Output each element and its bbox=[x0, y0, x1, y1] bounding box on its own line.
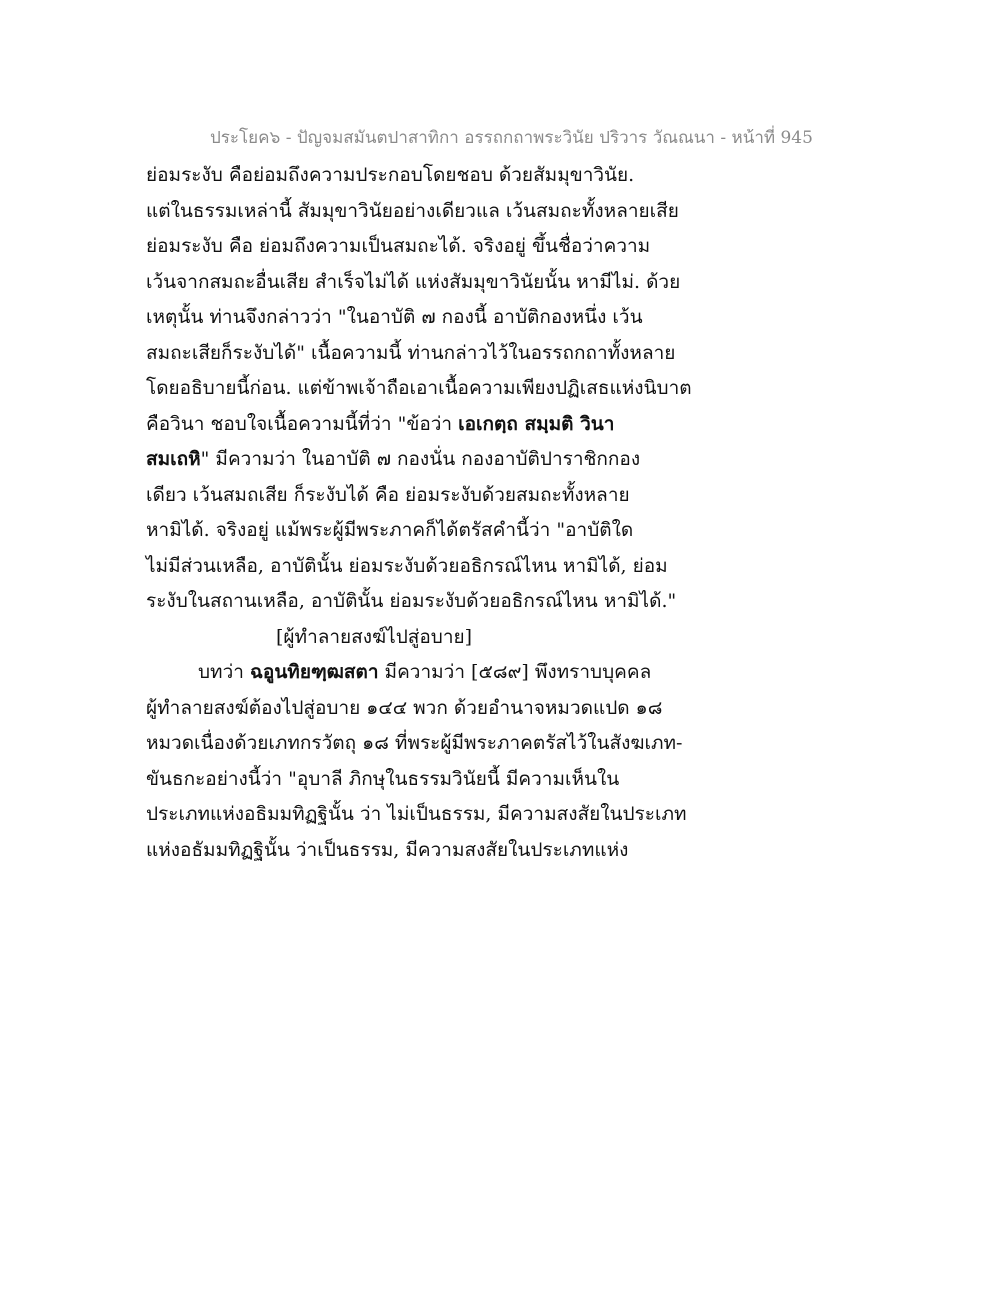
text-line bbox=[146, 194, 746, 230]
text-segment: ไม่มีส่วนเหลือ, อาบัตินั้น ย่อมระงับด้วยอธิกรณ์ไหน หามิได้, ย่อม bbox=[146, 554, 668, 577]
text-line bbox=[146, 726, 746, 762]
text-line bbox=[146, 513, 746, 549]
text-segment: เดียว เว้นสมถเสีย ก็ระงับได้ คือ ย่อมระงับด้วยสมถะทั้งหลาย bbox=[146, 483, 630, 506]
text-line bbox=[146, 655, 746, 691]
text-segment: ประเภทแห่งอธิมมทิฏฐินั้น ว่า ไม่เป็นธรรม, มีความสงสัยในประเภท bbox=[146, 803, 687, 825]
text-segment: แต่ในธรรมเหล่านี้ สัมมุขาวินัยอย่างเดียวแล เว้นสมถะทั้งหลายเสีย bbox=[146, 199, 679, 222]
text-segment: หมวดเนื่องด้วยเภทกรวัตถุ ๑๘ ที่พระผู้มีพระภาคตรัสไว้ในสังฆเภท- bbox=[146, 732, 683, 754]
body-text bbox=[146, 158, 746, 868]
text-segment: " มีความว่า ในอาบัติ ๗ กองนั่น กองอาบัติปาราชิกกอง bbox=[200, 448, 641, 470]
text-line bbox=[146, 229, 746, 265]
text-line bbox=[146, 371, 746, 407]
pali-term: สมเถหิ bbox=[146, 448, 201, 470]
text-segment: บทว่า bbox=[198, 661, 250, 683]
text-line bbox=[146, 407, 746, 443]
text-segment: โดยอธิบายนี้ก่อน. แต่ข้าพเจ้าถือเอาเนื้อความเพียงปฏิเสธแห่งนิบาต bbox=[146, 377, 692, 399]
text-segment: หามิได้. จริงอยู่ แม้พระผู้มีพระภาคก็ได้ตรัสคำนี้ว่า "อาบัติใด bbox=[146, 519, 634, 541]
text-line bbox=[146, 691, 746, 727]
text-segment: ย่อมระงับ คือย่อมถึงความประกอบโดยชอบ ด้วยสัมมุขาวินัย. bbox=[146, 164, 635, 186]
text-line bbox=[146, 549, 746, 585]
text-segment: แห่งอธัมมทิฏฐินั้น ว่าเป็นธรรม, มีความสงสัยในประเภทแห่ง bbox=[146, 838, 629, 861]
text-segment: ย่อมระงับ คือ ย่อมถึงความเป็นสมถะได้. จริงอยู่ ขึ้นชื่อว่าความ bbox=[146, 235, 651, 257]
text-segment: มีความว่า [๕๘๙] พึงทราบบุคคล bbox=[378, 661, 652, 683]
text-line bbox=[146, 833, 746, 869]
text-segment: เว้นจากสมถะอื่นเสีย สำเร็จไม่ได้ แห่งสัมมุขาวินัยนั้น หามีไม่. ด้วย bbox=[146, 270, 681, 293]
text-segment: ผู้ทำลายสงฆ์ต้องไปสู่อบาย ๑๔๔ พวก ด้วยอำนาจหมวดแปด ๑๘ bbox=[146, 696, 663, 719]
text-segment: คือวินา ชอบใจเนื้อความนี้ที่ว่า "ข้อว่า bbox=[146, 412, 459, 435]
text-segment: ระงับในสถานเหลือ, อาบัตินั้น ย่อมระงับด้วยอธิกรณ์ไหน หามิได้." bbox=[146, 590, 677, 612]
text-line bbox=[146, 762, 746, 798]
text-line bbox=[146, 797, 746, 833]
text-line bbox=[146, 300, 746, 336]
text-segment: สมถะเสียก็ระงับได้" เนื้อความนี้ ท่านกล่าวไว้ในอรรถกถาทั้งหลาย bbox=[146, 341, 676, 364]
pali-term: เอเกตฺถ สมฺมติ วินา bbox=[458, 412, 615, 435]
text-line bbox=[146, 442, 746, 478]
text-line bbox=[146, 265, 746, 301]
pali-term: ฉอูนทิยฑฺฒสตา bbox=[249, 661, 379, 683]
text-segment: เหตุนั้น ท่านจึงกล่าวว่า "ในอาบัติ ๗ กองนี้ อาบัติกองหนึ่ง เว้น bbox=[146, 306, 643, 328]
section-heading bbox=[146, 620, 746, 656]
text-line bbox=[146, 336, 746, 372]
text-line bbox=[146, 584, 746, 620]
text-line bbox=[146, 158, 746, 194]
text-line bbox=[146, 478, 746, 514]
text-segment: [ผู้ทำลายสงฆ์ไปสู่อบาย] bbox=[276, 625, 473, 648]
text-segment: ขันธกะอย่างนี้ว่า "อุบาลี ภิกษุในธรรมวินัยนี้ มีความเห็นใน bbox=[146, 767, 620, 790]
running-header: ประโยค๖ - ปัญจมสมันตปาสาทิกา อรรถกถาพระวินัย ปริวาร วัณณนา - หน้าที่ 945 bbox=[210, 128, 813, 148]
